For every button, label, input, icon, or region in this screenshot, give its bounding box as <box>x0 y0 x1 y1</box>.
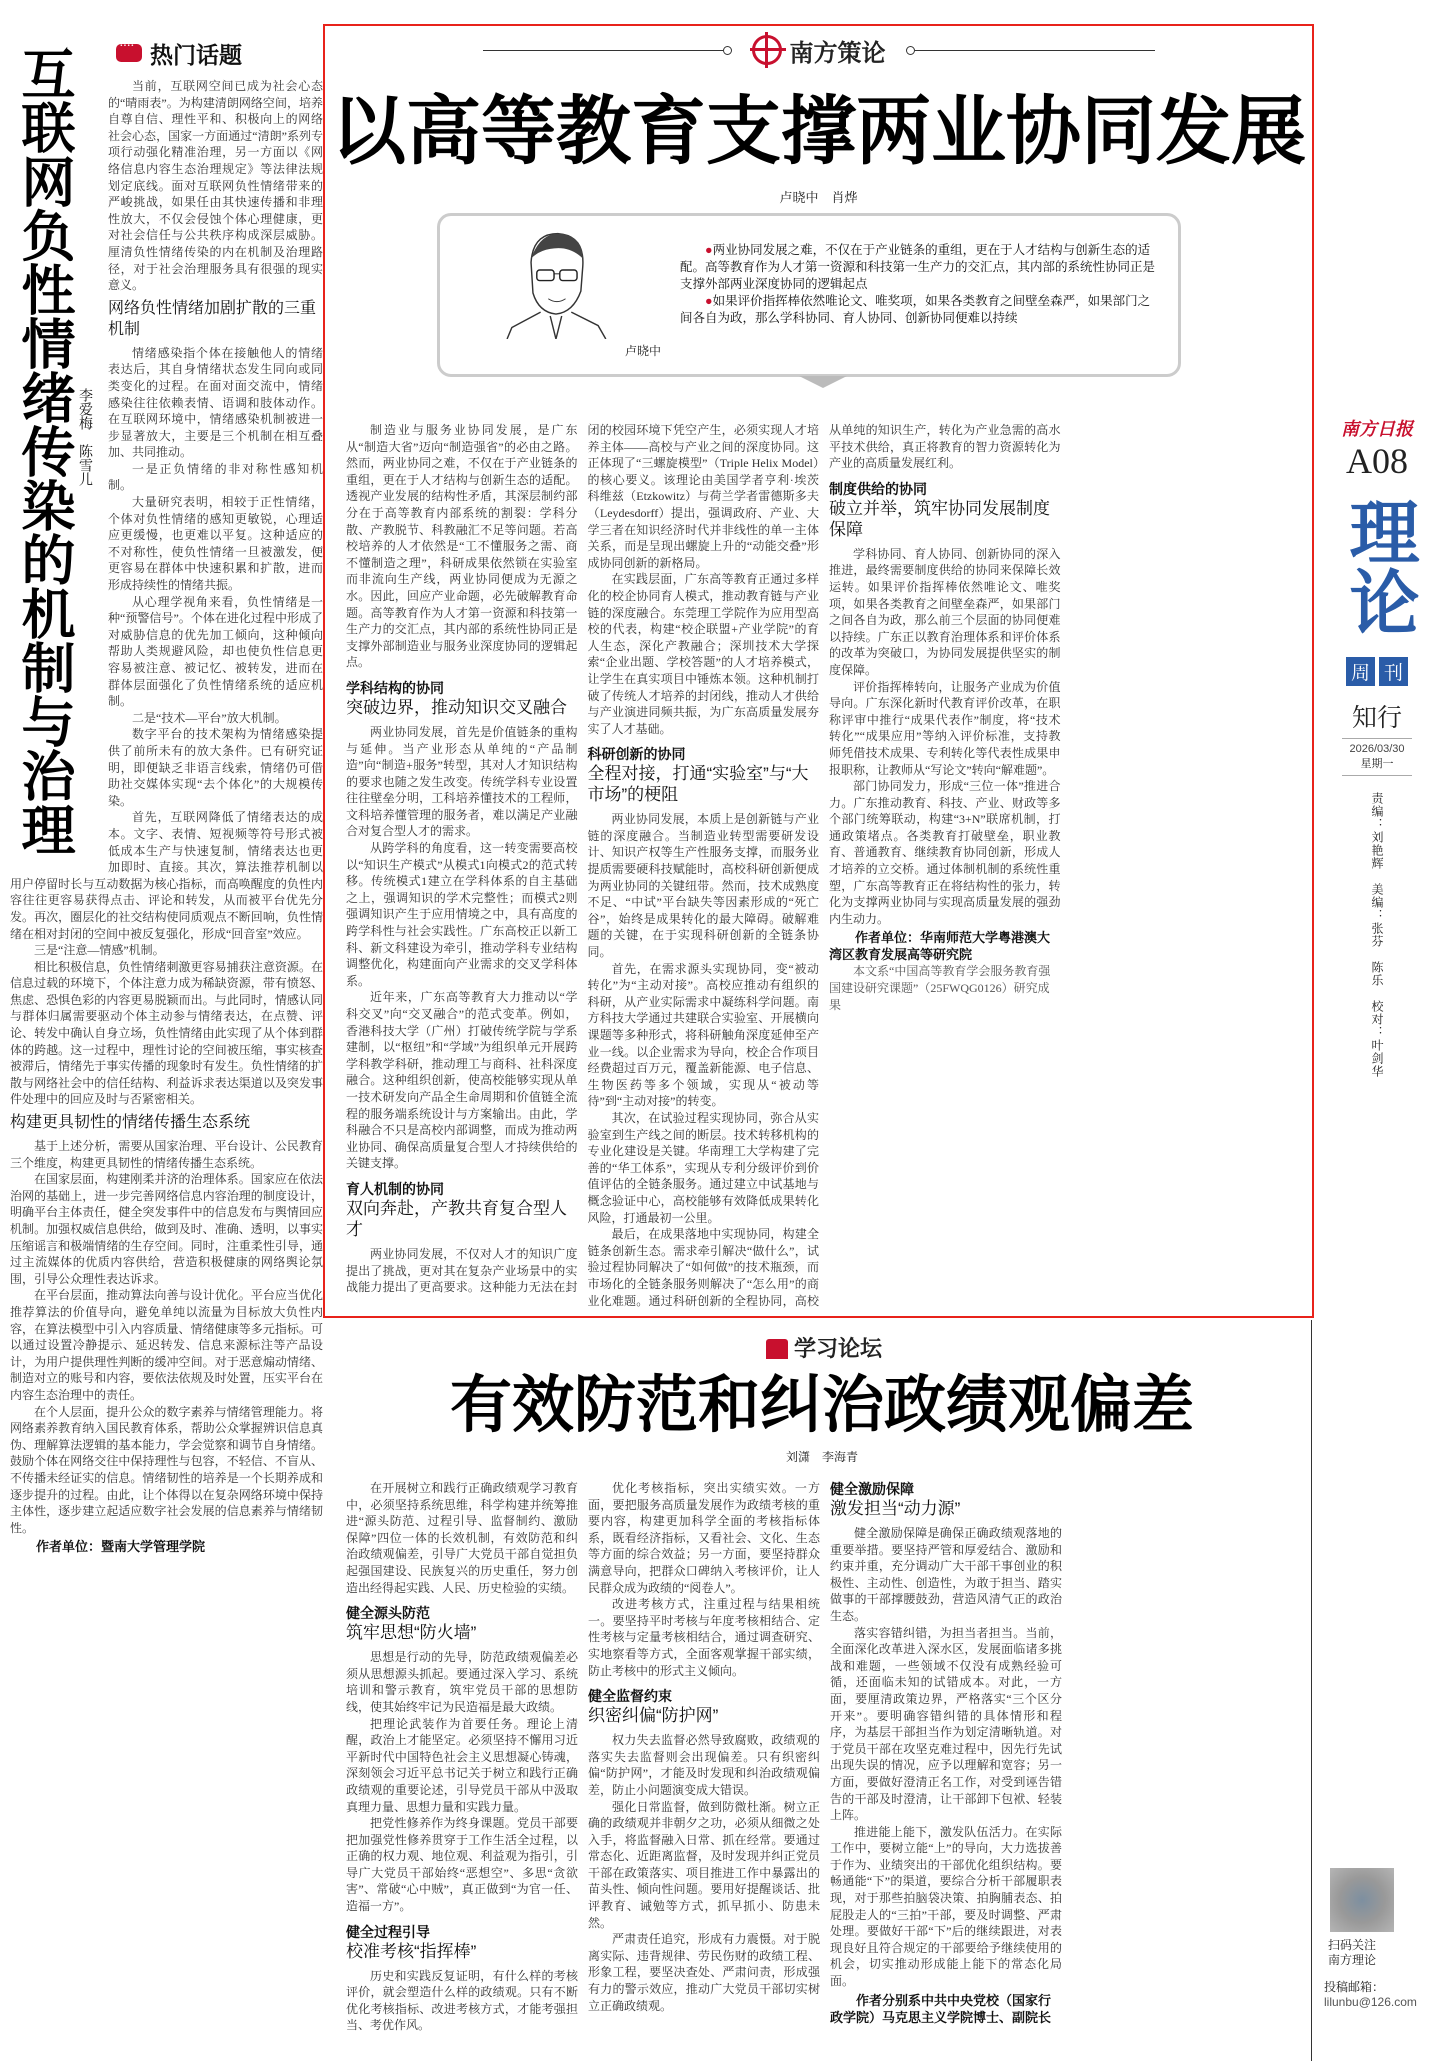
nanfang-celun-logo-icon <box>752 35 782 65</box>
bottom-article-authors: 刘潇 李海青 <box>785 1450 858 1464</box>
author-portrait-sketch <box>500 224 610 339</box>
paragraph: 两业协同发展，首先是价值链条的重构与延伸。当产业形态从单纯的“产品制造”向“制造+服务”转型，其对人才知识结构的要求也随之发生改变。传统学科专业设置往往壁垒分明，工科培养懂技术的工程师，文科培养懂管理的服务者，难以满足产业融合对复合型人才的需求。 <box>346 724 578 839</box>
paragraph: 首先，在需求源头实现协同，变“被动转化”为“主动对接”。高校应推动有组织的科研，从产业实际需求中凝练科学问题。南方科技大学通过共建联合实验室、开展横向课题等多种形式，将科研触角深度延伸至产业一线。以企业需求为导向，校企合作项目经费超过百万元，覆盖新能源、电子信息、生物医药等多个领域，实现从“被动等待”到“主动对接”的转变。 <box>587 961 819 1109</box>
subheading-title: 突破边界，推动知识交叉融合 <box>346 697 567 717</box>
paragraph: 情绪感染指个体在接触他人的情绪表达后，其自身情绪状态发生同向或同类变化的过程。在面对面交流中，情绪感染往往依赖表情、语调和肢体动作。在互联网环境中，情绪感染机制被进一步显著放大，主要是三个机制在相互叠加、共同推动。 <box>108 345 323 460</box>
subheading-title: 全程对接，打通“实验室”与“大市场”的梗阻 <box>587 764 809 805</box>
qr-code[interactable] <box>1330 1868 1394 1932</box>
subheading <box>830 1480 1062 1519</box>
top-article-body <box>346 422 1302 1310</box>
paragraph: 从跨学科的角度看，这一转变需要高校以“知识生产模式”从模式1向模式2的范式转移。传统模式1建立在学科体系的自主基础之上，强调知识的学术完整性；而模式2则强调知识产生于应用情境之中，具有高度的跨学科性与社会实践性。广东高校正以新工科、新文科建设为牵引，推动学科专业结构调整优化，构建面向产业需求的交叉学科体系。 <box>346 841 578 988</box>
subheading-kicker: 健全源头防范 <box>346 1605 430 1622</box>
paragraph: 当前，互联网空间已成为社会心态的“晴雨表”。为构建清朗网络空间，培养自尊自信、理性平和、积极向上的网络社会心态，国家一方面通过“清朗”系列专项行动强化精准治理，另一方面以《网络信息内容生态治理规定》等法律法规划定底线。面对互联网负性情绪带来的严峻挑战，如果任由其快速传播和非理性放大，不仅会侵蚀个体心理健康，更对社会信任与公共秩序构成深层威胁。厘清负性情绪传染的内在机制及治理路径，对于社会治理服务具有很强的现实意义。 <box>108 79 323 293</box>
funding-note: 本文系“中国高等教育学会服务教育强国建设研究课题”（25FWQG0126）研究成果 <box>829 964 1051 1012</box>
paragraph: 二是“技术—平台”放大机制。 <box>132 710 287 725</box>
divider-dot <box>906 46 915 55</box>
page-number: A08 <box>1346 441 1408 481</box>
paragraph: 在开展树立和践行正确政绩观学习教育中，必须坚持系统思维，科学构建并统筹推进“源头防范、过程引导、监督制约、激励保障”四位一体的长效机制，有效防范和纠治政绩观偏差，引导广大党员干部自觉担负起强国建设、民族复兴的历史重任，努力创造出经得起实践、人民、历史检验的实绩。 <box>346 1481 578 1595</box>
subheading-kicker: 科研创新的协同 <box>587 746 686 763</box>
paragraph: 三是“注意—情感”机制。 <box>34 943 165 958</box>
divider <box>1342 738 1412 739</box>
subheading-title: 破立并举，筑牢协同发展制度保障 <box>829 498 1050 539</box>
left-article-author-unit: 作者单位：暨南大学管理学院 <box>36 1539 206 1555</box>
subheading-kicker: 健全过程引导 <box>346 1923 430 1940</box>
top-article-author-unit: 作者单位：华南师范大学粤港澳大湾区教育发展高等研究院 <box>829 930 1051 963</box>
email-label: 投稿邮箱： <box>1324 1980 1385 1994</box>
top-article-authors: 卢晓中 肖烨 <box>779 190 858 205</box>
subheading <box>346 1180 578 1240</box>
paragraph: 改进考核方式，注重过程与结果相统一。要坚持平时考核与年度考核相结合、定性考核与定量考核相结合，通过调查研究、实地察看等方式，全面客观掌握干部实绩，防止考核中的形式主义倾向。 <box>588 1597 820 1678</box>
paragraph: 在国家层面，构建刚柔并济的治理体系。国家应在依法治网的基础上，进一步完善网络信息内容治理的制度设计，明确平台主体责任，健全突发事件中的信息发布与舆情回应机制。加强权威信息供给，做到及时、准确、透明，以事实压缩谣言和极端情绪的生存空间。同时，注重柔性引导，通过主流媒体的优质内容供给，营造积极健康的网络舆论氛围，引导公众理性表达诉求。 <box>10 1172 323 1286</box>
paragraph: 数字平台的技术架构为情绪感染提供了前所未有的放大条件。已有研究证明，即便缺乏非语言线索，情绪仍可借助社交媒体实现“去个体化”的大规模传染。 <box>108 727 323 808</box>
paragraph: 落实容错纠错，为担当者担当。当前，全面深化改革进入深水区，发展面临诸多挑战和难题，一些领域不仅没有成熟经验可循，还面临未知的试错成本。对此，一方面，要厘清政策边界，严格落实“三个区分开来”。要明确容错纠错的具体情形和程序，为基层干部担当作为划定清晰轨道。对于党员干部在攻坚克难过程中，因先行先试出现失误的情况，应予以理解和宽容；另一方面，要做好澄清正名工作，对受到诬告错告的干部及时澄清，让干部卸下包袱、轻装上阵。 <box>830 1625 1062 1823</box>
portrait-caption: 卢晓中 <box>625 344 662 358</box>
bottom-article-author-unit: 作者分别系中共中央党校（国家行政学院）马克思主义学院博士、副院长 <box>830 1992 1052 2025</box>
paragraph: 相比积极信息，负性情绪刺激更容易捕获注意资源。在信息过载的环境下，个体注意力成为稀缺资源，带有愤怒、焦虑、恐惧色彩的内容更易脱颖而出。与此同时，情感认同与群体归属需要驱动个体主动参与情绪表达，在点赞、评论、转发中确认自身立场，负性情绪由此实现了从个体到群体的跨越。这一过程中，理性讨论的空间被压缩，事实核查被滞后，情绪先于事实传播的现象时有发生。负性情绪的扩散与网络社会中的信任结构、利益诉求表达渠道以及突发事件处理中的回应及时与否紧密相关。 <box>10 959 323 1107</box>
paragraph: 把党性修养作为终身课题。党员干部要把加强党性修养贯穿于工作生活全过程，以正确的权力观、地位观、利益观为指引，引导广大党员干部始终“恶想空”、多思“贪欲害”、常破“心中贼”，真正做到“为官一任、造福一方”。 <box>346 1816 578 1914</box>
paragraph: 部门协同发力，形成“三位一体”推进合力。广东推动教育、科技、产业、财政等多个部门统筹联动，构建“3+N”联席机制，打通政策堵点。各类教育打破壁垒，职业教育、普通教育、继续教育协同创新，形成人才培养的立交桥。通过体制机制的系统性重塑，广东高等教育正在将结构性的张力，转化为支撑两业协同与实现高质量发展的强劲内生动力。 <box>829 779 1061 926</box>
subheading <box>829 480 1061 540</box>
hot-topic-header <box>108 36 323 70</box>
paragraph: 两业协同发展，本质上是创新链与产业链的深度融合。当制造业转型需要研发设计、知识产权等生产性服务支撑，而服务业提质需要硬科技赋能时，高校科研创新便成为两业协同的关键纽带。然而，技术成熟度不足、“中试”平台缺失等因素形成的“死亡谷”，始终是成果转化的最大障碍。破解难题的关键，在于实现科研创新的全链条协同。 <box>587 812 819 960</box>
paragraph: 近年来，广东高等教育大力推动以“学科交叉”向“交叉融合”的范式变革。例如，香港科技大学（广州）打破传统学院与学系建制，以“枢纽”和“学域”为组织单元开展跨学科教学科研，推动理工与商科、社科深度融合。这种组织创新，使高校能够实现从单一技术研发向产品全生命周期和价值链全流程的服务端系统设计与方案输出。由此，学科融合不只是高校内部调整，而成为推动两业协同、确保高质量复合型人才持续供给的关键支撑。 <box>346 990 578 1171</box>
paragraph: 从心理学视角来看，负性情绪是一种“预警信号”。个体在进化过程中形成了对威胁信息的优先加工倾向，这种倾向帮助人类规避风险，却也使负性信息更容易被注意、被记忆、被转发，进而在群体层面强化了负性情绪系统的适应机制。 <box>108 594 323 709</box>
subheading-title: 网络负性情绪加剧扩散的三重机制 <box>108 299 317 338</box>
paragraph: 评价指挥棒转向，让服务产业成为价值导向。广东深化新时代教育评价改革，在职称评审中推行“成果代表作”制度，将“技术转化”“成果应用”等纳入评价标准，支持教师凭借技术成果、专利转化等代表性成果申报职称，让教师从“写论文”转向“解难题”。 <box>829 679 1061 777</box>
subheading-kicker: 健全监督约束 <box>588 1688 672 1705</box>
section-label: 南方策论 <box>789 39 886 67</box>
summary-point: ●如果评价指挥棒依然唯论文、唯奖项，如果各类教育之间壁垒森严，如果部门之间各自为政，那么学科协同、育人协同、创新协同便难以持续 <box>680 294 1151 325</box>
issue-weekday: 星期一 <box>1360 758 1394 770</box>
subheading-title: 双向奔赴，产教共育复合型人才 <box>346 1198 567 1239</box>
divider <box>1342 775 1412 776</box>
paragraph: 思想是行动的先导，防范政绩观偏差必须从思想源头抓起。要通过深入学习、系统培训和警示教育，筑牢党员干部的思想防线，使其始终牢记为民造福是最大政绩。 <box>346 1650 578 1714</box>
subheading-kicker: 学科结构的协同 <box>346 679 444 696</box>
bottom-article-blocks <box>346 1480 1062 2056</box>
issue-date: 2026/03/30 <box>1349 743 1405 755</box>
subheading-kicker: 育人机制的协同 <box>346 1180 444 1197</box>
paragraph: 学科协同、育人协同、创新协同的深入推进，最终需要制度供给的协同来保障长效运转。如果评价指挥棒依然唯论文、唯奖项，如果各类教育之间壁垒森严，如果部门之间各自为政，那么前三个层面的协同便难以持续。广东正以教育治理体系和评价体系的改革为突破口，为协同发展提供坚实的制度保障。 <box>829 546 1061 677</box>
subheading <box>588 745 820 805</box>
left-article-authors: 李爱梅 陈雪儿 <box>78 388 94 486</box>
bottom-article-body <box>346 1480 1304 2056</box>
paragraph: 制造业与服务业协同发展，是广东从“制造大省”迈向“制造强省”的必由之路。然而，两业协同之难，不仅在于产业链条的重组，更在于人才结构与创新生态的适配。透视产业发展的结构性矛盾，其深层制约部分在于高等教育内部系统的割裂：学科分散、产教脱节、科教融汇不足等问题。若高校培养的人才依然是“工不懂服务之需、商不懂制造之理”，科研成果依然锁在实验室而非流向生产线，两业协同便成为无源之水。因此，回应产业命题，必先破解教育命题。高等教育作为人才第一资源和科技第一生产力的交汇点，其内部的系统性协同正是支撑外部制造业与服务业深度协同的逻辑起点。 <box>346 423 578 670</box>
paragraph: 把理论武装作为首要任务。理论上清醒，政治上才能坚定。必须坚持不懈用习近平新时代中国特色社会主义思想凝心铸魂，深刻领会习近平总书记关于树立和践行正确政绩观的重要论述，引导党员干部从中汲取真理力量、思想力量和实践力量。 <box>346 1716 578 1814</box>
divider <box>1311 1320 1312 2061</box>
section-title: 理论 <box>1339 496 1416 636</box>
left-article-title: 互联网负性情绪传染的机制与治理 <box>14 46 74 856</box>
divider <box>915 50 1155 51</box>
weekly-char: 周 <box>1346 657 1375 686</box>
weekly-char: 刊 <box>1379 657 1408 686</box>
summary-text <box>680 242 1160 327</box>
subheading <box>346 679 578 718</box>
weekly-badge <box>1320 657 1434 686</box>
subheading-title: 织密纠偏“防护网” <box>588 1706 719 1726</box>
paragraph: 权力失去监督必然导致腐败，政绩观的落实失去监督则会出现偏差。只有织密纠偏“防护网”，才能及时发现和纠治政绩观偏差，防止小问题演变成大错误。 <box>588 1733 820 1797</box>
paragraph: 严肃责任追究，形成有力震慑。对于脱离实际、违背规律、劳民伤财的政绩工程、形象工程，要坚决查处、严肃问责，形成强有力的警示效应，推动广大党员干部切实树立正确政绩观。 <box>588 1932 820 2013</box>
top-article-blocks <box>346 422 1061 1310</box>
nanfang-celun-header <box>325 32 1312 68</box>
editor-credits: 责编：刘艳辉 美编：张芬 陈乐 校对：叶剑华 <box>1370 792 1384 1078</box>
paragraph: 在实践层面，广东高等教育正通过多样化的校企协同育人模式，推动教育链与产业链的深度融合。东莞理工学院作为应用型高校的代表，构建“校企联盟+产业学院”的育人生态，深化产教融合；深圳技术大学探索“企业出题、学校答题”的人才培养模式，让学生在真实项目中锤炼本领。这种机制打破了传统人才培养的封闭线，推动人才供给与产业演进同频共振，为广东高质量发展夯实了人才基础。 <box>587 572 819 736</box>
paragraph: 推进能上能下，激发队伍活力。在实际工作中，要树立能“上”的导向，大力选拔善于作为、业绩突出的干部优化组织结构。要畅通能“下”的渠道，要综合分析干部履职表现，对于那些拍脑袋决策、拍胸脯表态、拍屁股走人的“三拍”干部，要及时调整、严肃处理。要做好干部“下”后的继续跟进，对表现良好且符合规定的干部要给予继续使用的机会，切实推动形成能上能下的常态化局面。 <box>830 1824 1062 1989</box>
paragraph: 其次，在试验过程实现协同，弥合从实验室到生产线之间的断层。技术转移机构的专业化建设是关键。华南理工大学构建了完善的“华工体系”，实现从专利分级评价到价值评估的全链条服务。通过建立中试基地与概念验证中心，高校能够有效降低成果转化风险，打通最初一公里。 <box>587 1110 819 1225</box>
paragraph: 在平台层面，推动算法向善与设计优化。平台应当优化推荐算法的价值导向，避免单纯以流量为目标放大负性内容，在算法模型中引入内容质量、情绪健康等多元指标。可以通过设置冷静提示、延迟转发、信息来源标注等产品设计，为用户提供理性判断的缓冲空间。对于恶意煽动情绪、制造对立的账号和内容，要依法依规及时处置，压实平台在内容生态治理中的责任。 <box>10 1288 323 1402</box>
paragraph: 历史和实践反复证明，有什么样的考核评价，就会塑造什么样的政绩观。只有不断优化考核指标、改进考核方式，才能考强担当、考优作风。 <box>346 1968 578 2033</box>
chat-bubble-icon <box>116 44 142 62</box>
forum-icon <box>766 1339 788 1359</box>
email-address[interactable]: lilunbu@126.com <box>1324 1995 1417 2009</box>
red-bullet-icon: ● <box>705 243 713 257</box>
paragraph: 两业协同发展，不仅对人才的知识广度提出了挑战，更对其在复杂产业场景中的实战能力提出了更高要求。这种能力无法在封闭的校园环境下凭空产生，必须实现人才培养主体——高校与产业之间的深度协同。这正体现了“三螺旋模型”（Triple Helix Model）的核心要义。该理论由美国学者亨利·埃茨科维兹（Etzkowitz）与荷兰学者雷德斯多夫（Leydesdorff）提出，强调政府、产业、大学三者在知识经济时代并非线性的单一主体关系，而是呈现出螺旋上升的“动能交叠”形成协同创新的新格局。 <box>346 423 819 1295</box>
paragraph: 在个人层面，提升公众的数字素养与情绪管理能力。将网络素养教育纳入国民教育体系，帮助公众掌握辨识信息真伪、理解算法逻辑的基本能力，学会觉察和调节自身情绪。鼓励个体在网络交往中保持理性与包容，不轻信、不盲从、不传播未经证实的信息。情绪韧性的培养是一个长期养成和逐步提升的过程。由此，让个体得以在复杂网络环境中保持主体性，逐步建立起适应数字社会发展的信息素养与情绪韧性。 <box>10 1404 323 1535</box>
subheading <box>588 1687 820 1726</box>
top-article-title: 以高等教育支撑两业协同发展 <box>330 91 1306 174</box>
page-masthead <box>1320 415 1434 1080</box>
subheading <box>10 1112 323 1133</box>
subheading-title: 构建更具韧性的情绪传播生态系统 <box>10 1114 251 1132</box>
section-label: 学习论坛 <box>794 1336 883 1361</box>
bottom-article-title: 有效防范和纠治政绩观偏差 <box>449 1372 1194 1440</box>
left-article <box>10 36 323 2056</box>
subheading-kicker: 健全激励保障 <box>830 1481 914 1497</box>
subheading-title: 筑牢思想“防火墙” <box>346 1623 477 1643</box>
divider-dot <box>723 46 732 55</box>
divider <box>483 50 723 51</box>
subheading-title: 校准考核“指挥棒” <box>346 1941 477 1961</box>
subheading-title: 激发担当“动力源” <box>830 1499 961 1518</box>
top-article-frame <box>323 24 1314 1318</box>
paragraph: 强化日常监督，做到防微杜渐。树立正确的政绩观并非朝夕之功，必须从细微之处入手，将监督融入日常、抓在经常。要通过常态化、近距离监督，及时发现并纠正党员干部在政策落实、项目推进工作中暴露出的苗头性、倾向性问题。要用好提醒谈话、批评教育、诫勉等方式，抓早抓小、防患未然。 <box>588 1799 820 1930</box>
left-article-title-block <box>10 36 108 866</box>
paragraph: 大量研究表明，相较于正性情绪，个体对负性情绪的感知更敏锐，心理适应更缓慢，也更难以平复。这种适应的不对称性，使负性情绪一旦被激发，便更容易在群体中快速积累和扩散，进而形成持续性的情绪共振。 <box>108 495 323 593</box>
newspaper-name: 南方日报 <box>1341 419 1413 439</box>
study-forum-header <box>766 1334 882 1364</box>
paragraph: 健全激励保障是确保正确政绩观落地的重要举措。要坚持严管和厚爱结合、激励和约束并重，充分调动广大干部干事创业的积极性、主动性、创造性，为敢于担当、踏实做事的干部撑腰鼓劲，营造风清气正的政治生态。 <box>830 1526 1062 1623</box>
subheading <box>346 1604 578 1643</box>
column-name: 知行 <box>1351 704 1402 732</box>
hot-topic-label: 热门话题 <box>150 41 242 68</box>
paragraph: 优化考核指标，突出实绩实效。一方面，要把服务高质量发展作为政绩考核的重要内容，构建更加科学全面的考核指标体系，既看经济指标，又看社会、文化、生态等方面的综合效益；另一方面，要坚持群众满意导向，把群众口碑纳入考核评价，让人民群众成为政绩的“阅卷人”。 <box>588 1481 820 1595</box>
paragraph: 一是正负情绪的非对称性感知机制。 <box>108 461 323 493</box>
qr-caption: 扫码关注 南方理论 <box>1328 1938 1377 1967</box>
red-bullet-icon: ● <box>705 294 713 308</box>
summary-point: ●两业协同发展之难，不仅在于产业链条的重组，更在于人才结构与创新生态的适配。高等教育作为人才第一资源和科技第一生产力的交汇点，其内部的系统性协同正是支撑外部两业深度协同的逻辑起点 <box>680 243 1156 291</box>
subheading <box>346 1923 578 1962</box>
summary-pointer-triangle <box>799 376 847 388</box>
paragraph: 最后，在成果落地中实现协同，构建全链条创新生态。需求牵引解决“做什么”，试验过程协同解决了“如何做”的技术瓶颈，而市场化的全链条服务则解决了“怎么用”的商业化难题。通过科研创新的全程协同，高校从单纯的知识生产，转化为产业急需的高水平技术供给，真正将教育的智力资源转化为产业的高质量发展红利。 <box>587 423 1061 1308</box>
paragraph: 基于上述分析，需要从国家治理、平台设计、公民教育三个维度，构建更具韧性的情绪传播生态系统。 <box>10 1139 323 1170</box>
subheading-kicker: 制度供给的协同 <box>829 480 927 497</box>
submission-email <box>1324 1980 1417 2010</box>
summary-box <box>437 213 1181 377</box>
paragraph: 首先，互联网降低了情绪表达的成本。文字、表情、短视频等符号形式被低成本生产与快速复制，情绪表达也更加即时、直接。其次，算法推荐机制以用户停留时长与互动数据为核心指标，而高唤醒度的负性内容往往更容易获得点击、评论和转发，从而被平台优先分发。再次，圈层化的社交结构使同质观点不断回响，负性情绪在相对封闭的空间中被反复强化，形成“回音室”效应。 <box>10 810 323 941</box>
